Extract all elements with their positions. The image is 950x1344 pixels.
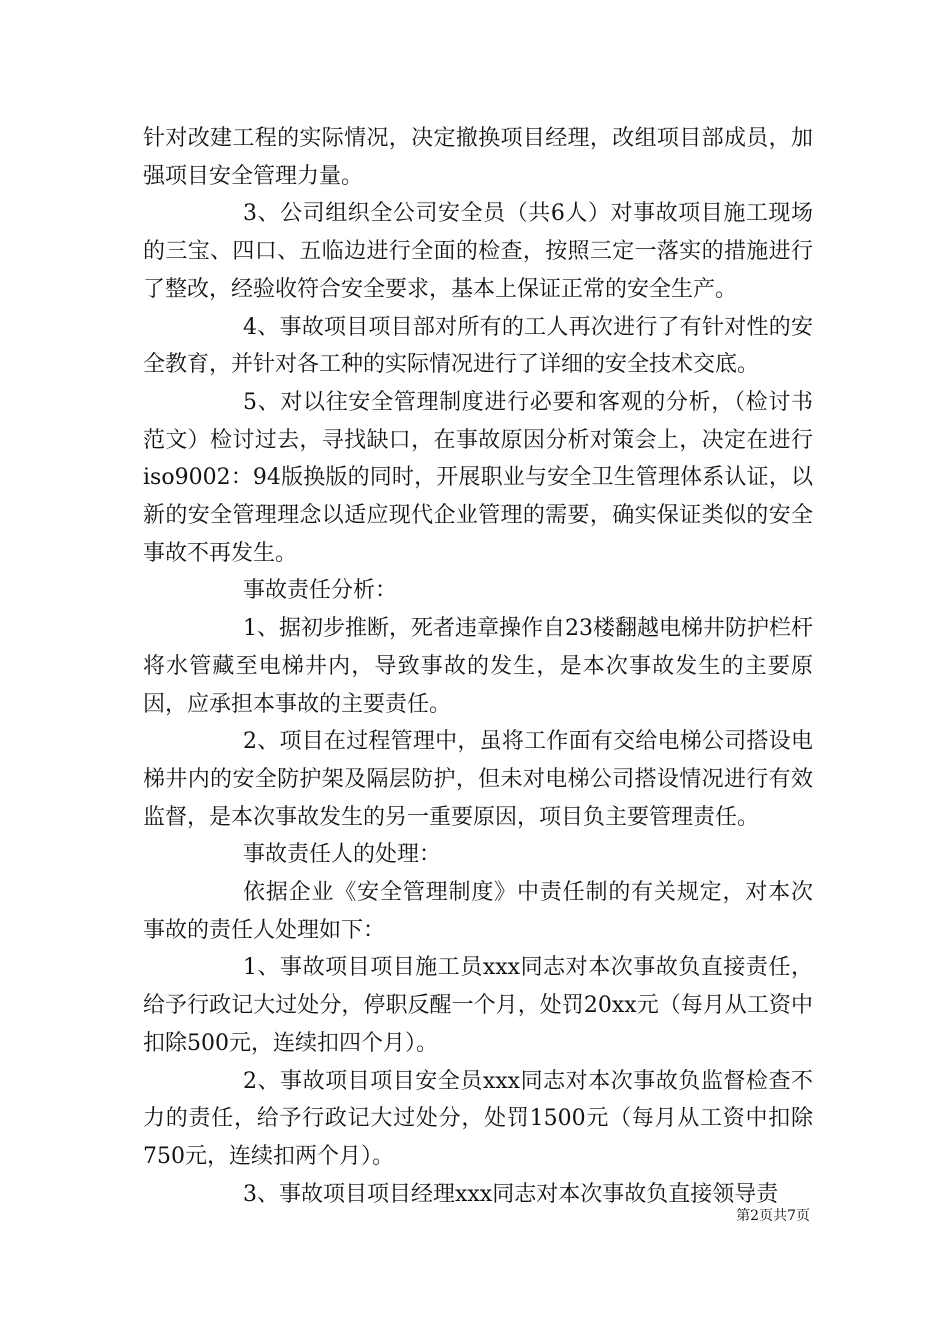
- paragraph-handling-intro: 依据企业《安全管理制度》中责任制的有关规定，对本次事故的责任人处理如下：: [143, 880, 813, 943]
- document-body: [143, 120, 813, 1213]
- paragraph-item-4: 4、事故项目项目部对所有的工人再次进行了有针对性的安全教育，并针对各工种的实际情况进行了详细的安全技术交底。: [143, 314, 813, 378]
- paragraph-continuation: 针对改建工程的实际情况，决定撤换项目经理，改组项目部成员，加强项目安全管理力量。: [143, 126, 813, 189]
- section-heading-responsible-person-handling: 事故责任人的处理：: [243, 842, 442, 868]
- paragraph-analysis-1: 1、据初步推断，死者违章操作自23楼翻越电梯井防护栏杆将水管藏至电梯井内，导致事故的发生，是本次事故发生的主要原因，应承担本事故的主要责任。: [143, 616, 813, 717]
- paragraph-item-3: 3、公司组织全公司安全员（共6人）对事故项目施工现场的三宝、四口、五临边进行全面的检查，按照三定一落实的措施进行了整改，经验收符合安全要求，基本上保证正常的安全生产。: [143, 201, 813, 302]
- section-heading-responsibility-analysis: 事故责任分析：: [243, 578, 398, 604]
- page-number-footer: 第2页共7页: [736, 1208, 810, 1224]
- paragraph-handling-3: 3、事故项目项目经理xxx同志对本次事故负直接领导责: [243, 1181, 779, 1207]
- paragraph-item-5: 5、对以往安全管理制度进行必要和客观的分析，（检讨书范文）检讨过去，寻找缺口，在事故原因分析对策会上，决定在进行iso9002：94版换版的同时，开展职业与安全卫生管理体系认证，以新的安全管理理念以适应现代企业管理的需要，确实保证类似的安全事故不再发生。: [143, 389, 813, 566]
- paragraph-analysis-2: 2、项目在过程管理中，虽将工作面有交给电梯公司搭设电梯井内的安全防护架及隔层防护，但未对电梯公司搭设情况进行有效监督，是本次事故发生的另一重要原因，项目负主要管理责任。: [143, 729, 813, 830]
- paragraph-handling-2: 2、事故项目项目安全员xxx同志对本次事故负监督检查不力的责任，给予行政记大过处分，处罚1500元（每月从工资中扣除750元，连续扣两个月）。: [143, 1068, 813, 1169]
- paragraph-handling-1: 1、事故项目项目施工员xxx同志对本次事故负直接责任，给予行政记大过处分，停职反醒一个月，处罚20xx元（每月从工资中扣除500元，连续扣四个月）。: [143, 955, 813, 1056]
